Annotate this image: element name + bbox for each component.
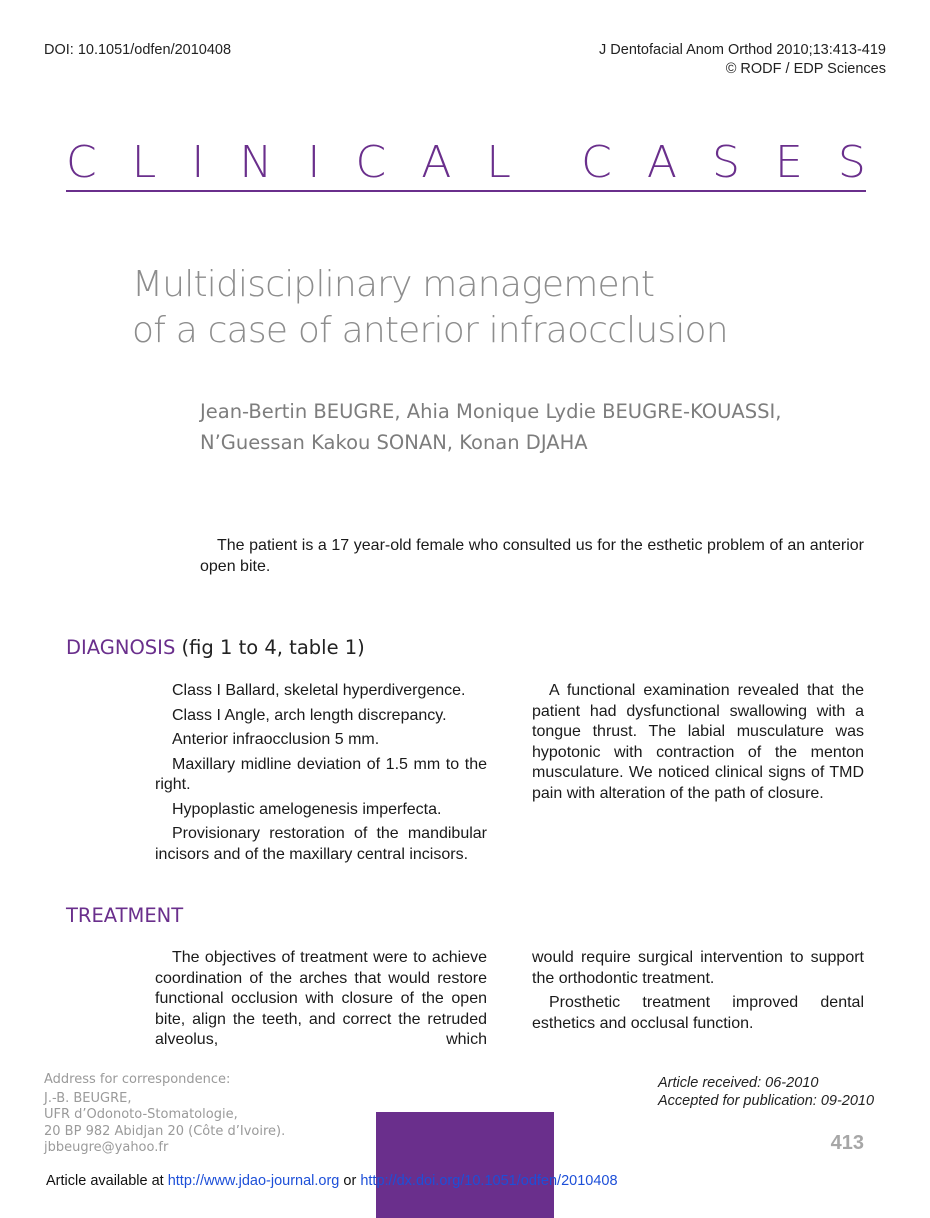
band-letter: E bbox=[775, 137, 803, 188]
band-letter: S bbox=[837, 137, 866, 188]
band-letter: C bbox=[355, 137, 387, 188]
treatment-continuation-text: would require surgical intervention to support the orthodontic treatment. bbox=[532, 949, 864, 987]
authors-line-1: Jean-Bertin BEUGRE, Ahia Monique Lydie BEUGRE-KOUASSI, bbox=[200, 400, 782, 423]
treatment-heading-label: TREATMENT bbox=[66, 904, 184, 927]
address-label: Address for correspondence: bbox=[44, 1072, 231, 1087]
diagnosis-item: Anterior infraocclusion 5 mm. bbox=[172, 731, 380, 748]
page-number: 413 bbox=[830, 1132, 864, 1154]
authors bbox=[200, 396, 880, 458]
treatment-prosthetic-text: Prosthetic treatment improved dental esthetics and occlusal function. bbox=[532, 994, 864, 1032]
band-letter: A bbox=[646, 137, 677, 188]
received-date: Article received: 06-2010 bbox=[658, 1075, 819, 1091]
availability-line bbox=[46, 1171, 746, 1191]
abstract bbox=[200, 536, 864, 577]
diagnosis-right-column bbox=[532, 681, 864, 808]
diagnosis-left-column bbox=[155, 681, 487, 869]
diagnosis-item: Class I Angle, arch length discrepancy. bbox=[172, 706, 447, 724]
treatment-right-column bbox=[532, 948, 864, 1038]
journal-link[interactable]: http://www.jdao-journal.org bbox=[167, 1173, 340, 1189]
diagnosis-heading-label: DIAGNOSIS bbox=[66, 636, 176, 659]
band-letter: L bbox=[131, 137, 157, 188]
band-letter: C bbox=[66, 137, 97, 188]
title-line-1: Multidisciplinary management bbox=[132, 264, 655, 305]
treatment-objectives-text: The objectives of treatment were to achieve coordination of the arches that would restore functional occlusion with closure of the open bite, align the teeth, and correct the retruded alveolus, which bbox=[155, 949, 487, 1048]
decorative-purple-block bbox=[376, 1112, 554, 1218]
availability-prefix: Article available at bbox=[46, 1173, 168, 1189]
address-line: J.-B. BEUGRE, bbox=[44, 1090, 132, 1106]
diagnosis-heading bbox=[66, 636, 365, 660]
journal-citation bbox=[486, 41, 886, 79]
journal-line: J Dentofacial Anom Orthod 2010;13:413-419 bbox=[599, 42, 886, 58]
article-dates bbox=[658, 1074, 888, 1110]
band-letter: N bbox=[239, 137, 273, 188]
band-letter: I bbox=[307, 137, 321, 188]
article-title bbox=[132, 262, 832, 354]
band-letter: C bbox=[581, 137, 612, 188]
diagnosis-item: Provisionary restoration of the mandibular incisors and of the maxillary central incisors. bbox=[155, 825, 487, 863]
band-letter: L bbox=[486, 137, 511, 188]
correspondence-address bbox=[44, 1072, 374, 1157]
diagnosis-item: Hypoplastic amelogenesis imperfecta. bbox=[172, 800, 442, 818]
authors-line-2: N’Guessan Kakou SONAN, Konan DJAHA bbox=[200, 431, 588, 454]
doi-text: DOI: 10.1051/odfen/2010408 bbox=[44, 42, 232, 58]
accepted-date: Accepted for publication: 09-2010 bbox=[658, 1093, 875, 1109]
doi-link[interactable]: http://dx.doi.org/10.1051/odfen/2010408 bbox=[360, 1173, 618, 1189]
band-letter: I bbox=[191, 137, 205, 188]
band-letter: A bbox=[421, 137, 452, 188]
diagnosis-functional-text: A functional examination revealed that the patient had dysfunctional swallowing with a tongue thrust. The labial musculature was hypotonic with contraction of the menton musculature. We noticed clinical signs of TMD pain with alteration of the path of closure. bbox=[532, 682, 864, 802]
diagnosis-heading-ref: (fig 1 to 4, table 1) bbox=[175, 636, 365, 659]
address-line: 20 BP 982 Abidjan 20 (Côte d’Ivoire). bbox=[44, 1123, 286, 1139]
diagnosis-item: Maxillary midline deviation of 1.5 mm to the right. bbox=[155, 755, 487, 793]
band-letter: S bbox=[712, 137, 740, 188]
address-email: jbbeugre@yahoo.fr bbox=[44, 1140, 169, 1155]
treatment-left-column bbox=[155, 948, 487, 1055]
section-band-title bbox=[66, 137, 866, 188]
address-line: UFR d’Odonoto-Stomatologie, bbox=[44, 1107, 238, 1122]
copyright-line: © RODF / EDP Sciences bbox=[725, 61, 886, 77]
band-divider bbox=[66, 190, 866, 192]
diagnosis-item: Class I Ballard, skeletal hyperdivergence. bbox=[172, 682, 466, 699]
treatment-heading bbox=[66, 904, 183, 928]
abstract-text: The patient is a 17 year-old female who consulted us for the esthetic problem of an anterior open bite. bbox=[200, 537, 864, 575]
title-line-2: of a case of anterior infraocclusion bbox=[132, 310, 728, 351]
availability-mid: or bbox=[339, 1173, 361, 1189]
